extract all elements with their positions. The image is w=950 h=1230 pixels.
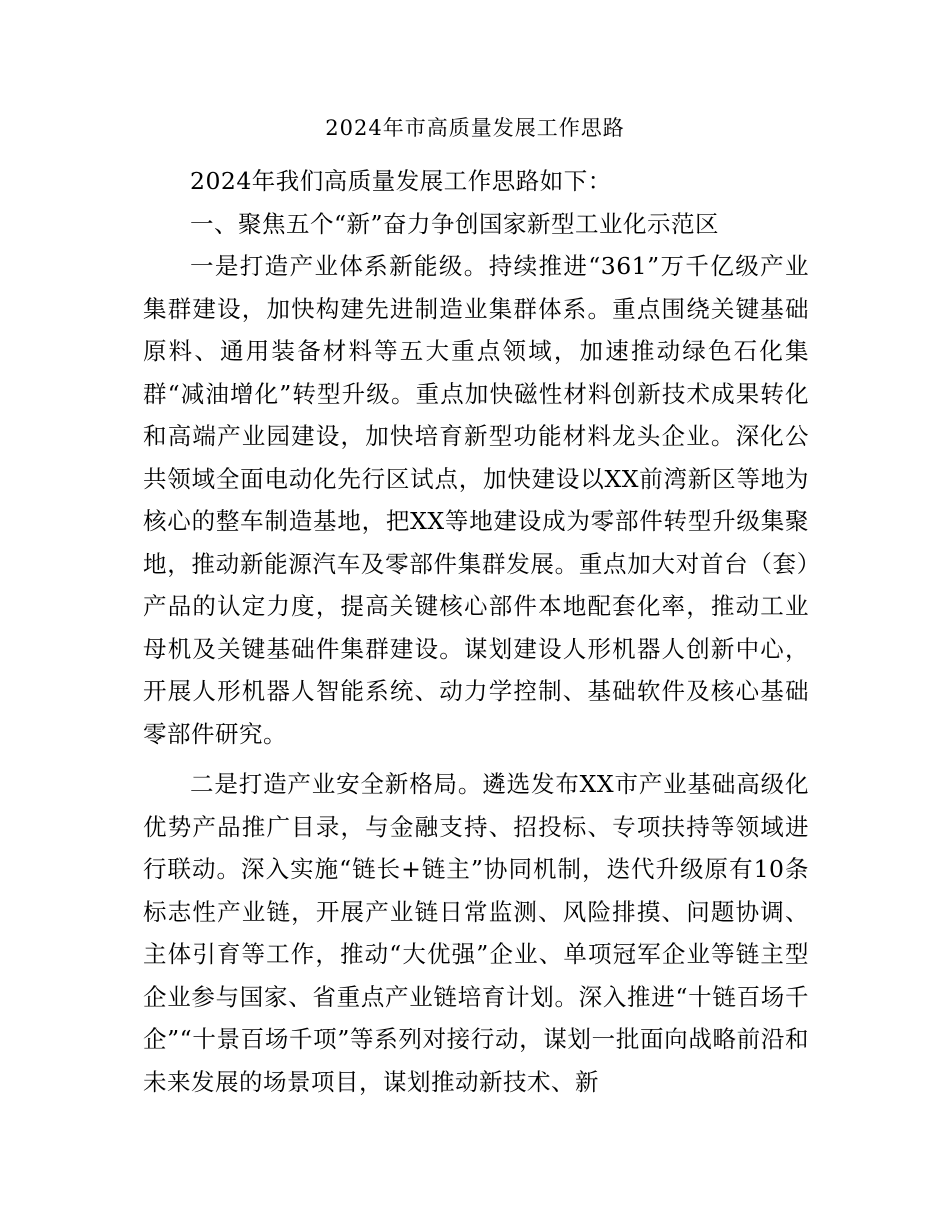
document-title: 2024年市高质量发展工作思路 [325,116,625,140]
body-paragraph: 二是打造产业安全新格局。遴选发布XX市产业基础高级化优势产品推广目录，与金融支持、招投标、专项扶持等领域进行联动。深入实施“链长+链主”协同机制，迭代升级原有10条标志性产业链，开展产业链日常监测、风险排摸、问题协调、主体引育等工作，推动“大优强”企业、单项冠军企业等链主型企业参与国家、省重点产业链培育计划。深入推进“十链百场千企”“十景百场千项”等系列对接行动，谋划一批面向战略前沿和未来发展的场景项目，谋划推动新技术、新 [143,770,809,1096]
body-paragraph: 一是打造产业体系新能级。持续推进“361”万千亿级产业集群建设，加快构建先进制造业集群体系。重点围绕关键基础原料、通用装备材料等五大重点领域，加速推动绿色石化集群“减油增化”转型升级。重点加快磁性材料创新技术成果转化和高端产业园建设，加快培育新型功能材料龙头企业。深化公共领域全面电动化先行区试点，加快建设以XX前湾新区等地为核心的整车制造基地，把XX等地建设成为零部件转型升级集聚地，推动新能源汽车及零部件集群发展。重点加大对首台（套）产品的认定力度，提高关键核心部件本地配套化率，推动工业母机及关键基础件集群建设。谋划建设人形机器人创新中心，开展人形机器人智能系统、动力学控制、基础软件及核心基础零部件研究。 [143,252,809,748]
document-body [143,160,809,1103]
section-heading: 一、聚焦五个“新”奋力争创国家新型工业化示范区 [190,209,720,238]
intro-paragraph: 2024年我们高质量发展工作思路如下： [190,167,612,195]
